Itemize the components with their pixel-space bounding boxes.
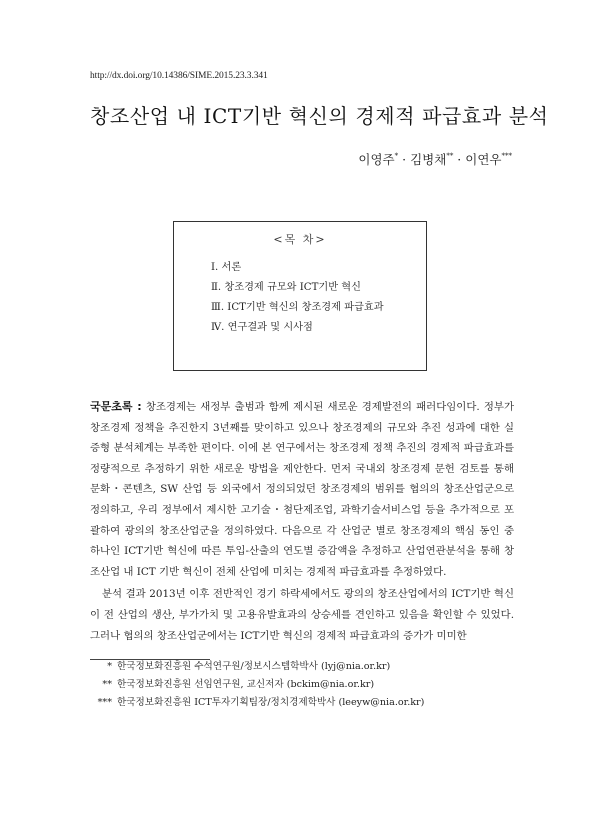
footnote	[90, 676, 424, 694]
author-mark: **	[446, 152, 454, 160]
footnotes	[90, 658, 424, 712]
paper-title: 창조산업 내 ICT기반 혁신의 경제적 파급효과 분석	[90, 104, 549, 128]
toc-item: Ⅰ. 서론	[211, 262, 242, 273]
footnote-mark: ***	[97, 697, 112, 708]
author-name: 이연우	[465, 152, 502, 167]
author-mark: *	[394, 152, 399, 160]
footnote	[90, 694, 424, 712]
doi-link[interactable]: http://dx.doi.org/10.14386/SIME.2015.23.3.341	[90, 71, 268, 81]
korean-abstract	[90, 397, 514, 646]
table-of-contents	[173, 221, 427, 371]
toc-item: Ⅱ. 창조경제 규모와 ICT기반 혁신	[211, 282, 361, 293]
author-mark: ***	[501, 152, 512, 160]
toc-heading: <목 차>	[273, 233, 327, 246]
footnote	[90, 658, 424, 676]
toc-list	[211, 261, 384, 341]
author-line	[358, 150, 512, 168]
abstract-paragraph: 분석 결과 2013년 이후 전반적인 경기 하락세에서도 광의의 창조산업에서의 ICT기반 혁신이 전 산업의 생산, 부가가치 및 고용유발효과의 상승세를 견인하고 있음을 확인할 수 있었다. 그러나 협의의 창조산업군에서는 ICT기반 혁신의 경제적 파급효과의 증가가 미미한	[90, 588, 514, 642]
author-name: 이영주	[358, 152, 395, 167]
toc-item: Ⅳ. 연구결과 및 시사점	[211, 322, 313, 333]
abstract-paragraph	[90, 397, 514, 582]
footnote-text: 한국정보화진흥원 선임연구원, 교신저자 (bckim@nia.or.kr)	[117, 679, 375, 690]
footnote-text: 한국정보화진흥원 수석연구원/정보시스템학박사 (lyj@nia.or.kr)	[117, 661, 391, 672]
footnote-text: 한국정보화진흥원 ICT투자기획팀장/정치경제학박사 (leeyw@nia.or.kr)	[117, 697, 425, 708]
abstract-label: 국문초록 :	[90, 400, 142, 413]
footnote-mark: **	[102, 679, 112, 690]
toc-item: Ⅲ. ICT기반 혁신의 창조경제 파급효과	[211, 302, 384, 313]
author-name: 김병채	[410, 152, 447, 167]
abstract-text: 창조경제는 새정부 출범과 함께 제시된 새로운 경제발전의 패러다임이다. 정부가 창조경제 정책을 추진한지 3년째를 맞이하고 있으나 창조경제의 규모와 추진 성과에 대한 실증형 분석체계는 부족한 편이다. 이에 본 연구에서는 창조경제 정책 추진의 경제적 파급효과를 정량적으로 추정하기 위한 새로운 방법을 제안한다. 먼저 국내외 창조경제 문헌 검토를 통해 문화・콘텐츠, SW 산업 등 외국에서 정의되었던 창조경제의 범위를 협의의 창조산업군으로 정의하고, 우리 정부에서 제시한 고기술・첨단제조업, 과학기술서비스업 등을 추가적으로 포괄하여 광의의 창조산업군을 정의하였다. 다음으로 각 산업군 별로 창조경제의 핵심 동인 중 하나인 ICT기반 혁신에 따른 투입-산출의 연도별 증감액을 추정하고 산업연관분석을 통해 창조산업 내 ICT 기반 혁신이 전체 산업에 미치는 경제적 파급효과를 추정하였다.	[90, 401, 514, 578]
author-separator: ·	[402, 152, 407, 167]
footnote-mark: *	[107, 661, 112, 672]
author-separator: ·	[457, 152, 462, 167]
